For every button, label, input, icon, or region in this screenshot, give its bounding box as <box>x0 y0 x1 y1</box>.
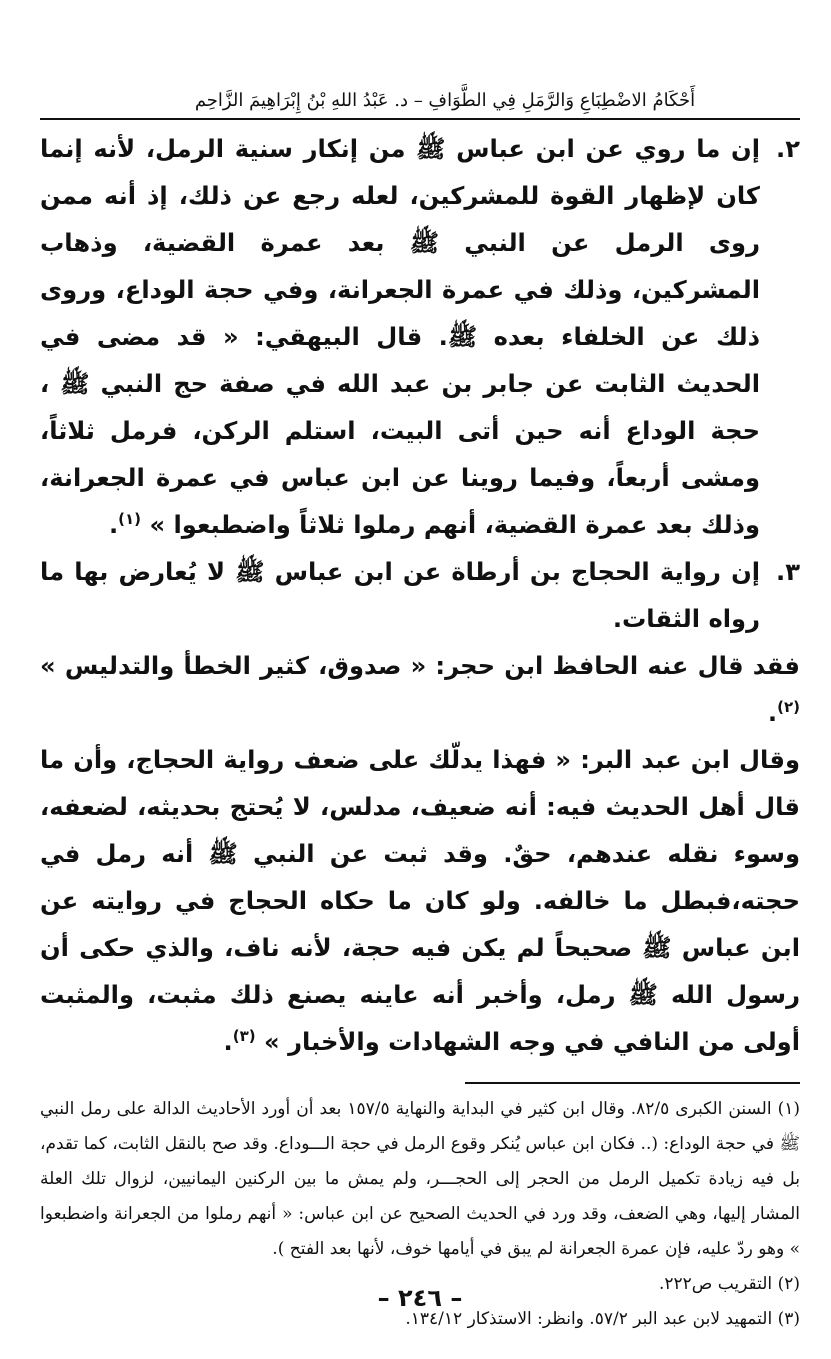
sentence-end: . <box>223 1028 233 1056</box>
sentence-end: . <box>767 699 778 727</box>
numbered-point-2 <box>40 126 800 549</box>
point-text: إن رواية الحجاج بن أرطاة عن ابن عباس ﷺ لا يُعارض بها ما رواه الثقات. <box>40 558 760 633</box>
footnote-marker: (١) <box>777 1099 800 1119</box>
point-number: ٢. <box>776 135 800 163</box>
footnote-ref: (١) <box>118 509 142 528</box>
point-text: إن ما روي عن ابن عباس ﷺ من إنكار سنية الرمل، لأنه إنما كان لإظهار القوة للمشركين، لعله رجع عن ذلك، إذ أنه ممن روى الرمل عن النبي ﷺ بعد عمرة القضية، وذهاب المشركين، وذلك في عمرة الجعرانة، وفي حجة الوداع، وروى ذلك عن الخلفاء بعده ﷺ. قال البيهقي: « قد مضى في الحديث الثابت عن جابر بن عبد الله في صفة حج النبي ﷺ ، حجة الوداع أنه حين أتى البيت، استلم الركن، فرمل ثلاثاً، ومشى أربعاً، وفيما روينا عن ابن عباس في عمرة الجعرانة، وذلك بعد عمرة القضية، أنهم رملوا ثلاثاً واضطبعوا » <box>40 135 760 539</box>
point-number: ٣. <box>776 558 800 586</box>
footnote-separator <box>465 1082 800 1084</box>
page-number: – ٢٤٦ – <box>377 1284 463 1312</box>
footnote-text: التقريب ص٢٢٢. <box>658 1274 773 1294</box>
footnote-marker: (٢) <box>777 1274 800 1294</box>
quote-ibn-abd-al-barr <box>40 737 800 1066</box>
footnote-1 <box>40 1092 800 1267</box>
main-text <box>40 126 800 1066</box>
sentence-end: . <box>108 511 119 539</box>
header-title: أَحْكَامُ الاضْطِبَاعِ وَالرَّمَلِ فِي الطَّوَافِ – د. عَبْدُ اللهِ بْنُ إِبْرَاهِيمَ الزَّاحِم <box>194 90 696 111</box>
footnote-marker: (٣) <box>777 1309 800 1329</box>
header-rule <box>40 118 800 120</box>
quote-text: فقد قال عنه الحافظ ابن حجر: « صدوق، كثير الخطأ والتدليس » <box>40 652 800 680</box>
footnote-text: التمهيد لابن عبد البر ٥٧/٢. وانظر: الاستذكار ١٣٤/١٢. <box>405 1309 773 1329</box>
footnote-ref: (٢) <box>777 697 800 716</box>
document-page <box>40 88 800 1338</box>
footnote-ref: (٣) <box>232 1026 256 1045</box>
running-header <box>40 88 800 118</box>
footnote-text: السنن الكبرى ٨٢/٥. وقال ابن كثير في البداية والنهاية ١٥٧/٥ بعد أن أورد الأحاديث الدالة على رمل النبي ﷺ في حجة الوداع: (.. فكان ابن عباس يُنكر وقوع الرمل في حجة الـــوداع. وقد صح بالنقل الثابت، كما تقدم، بل فيه زيادة تكميل الرمل من الحجر إلى الحجـــر، ولم يمش ما بين الركنين اليمانيين، لزوال تلك العلة المشار إليها، وهي الضعف، وقد ورد في الحديث الصحيح عن ابن عباس: « أنهم رملوا من الجعرانة واضطبعوا » وهو ردّ عليه، فإن عمرة الجعرانة لم يبق في أيامها خوف، لأنها بعد الفتح ). <box>40 1099 800 1259</box>
quote-ibn-hajar <box>40 643 800 737</box>
quote-text: وقال ابن عبد البر: « فهذا يدلّك على ضعف رواية الحجاج، وأن ما قال أهل الحديث فيه: أنه ضعيف، مدلس، لا يُحتج بحديثه، لضعفه، وسوء نقله عندهم، حقٌ. وقد ثبت عن النبي ﷺ أنه رمل في حجته،فبطل ما خالفه. ولو كان ما حكاه الحجاج في روايته عن ابن عباس ﷺ صحيحاً لم يكن فيه حجة، لأنه ناف، والذي حكى أن رسول الله ﷺ رمل، وأخبر أنه عاينه يصنع ذلك مثبت، والمثبت أولى من النافي في وجه الشهادات والأخبار » <box>40 746 800 1056</box>
numbered-point-3 <box>40 549 800 643</box>
